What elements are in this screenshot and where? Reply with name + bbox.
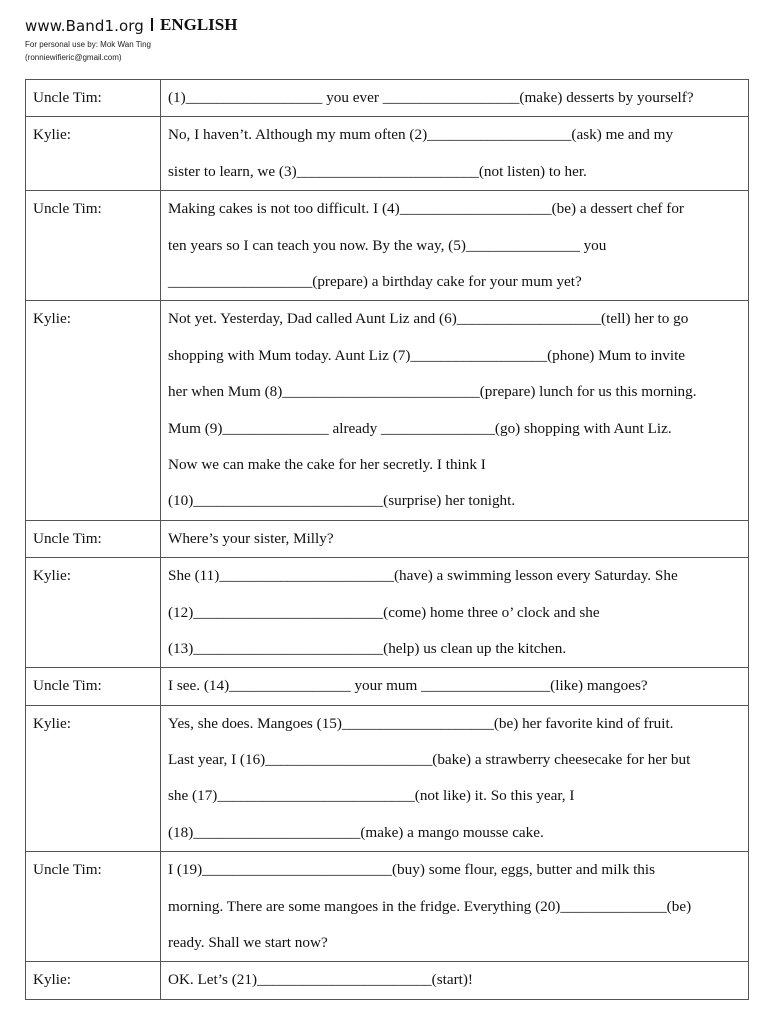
speech-line: sister to learn, we (3)________________________(not listen) to her.: [168, 162, 587, 180]
speaker-name: Uncle Tim:: [26, 191, 161, 301]
speech-line: ten years so I can teach you now. By the way, (5)_______________ you: [168, 236, 607, 254]
page-header: [0, 0, 768, 75]
speaker-name: Uncle Tim:: [26, 668, 161, 705]
speech-cell: [161, 558, 749, 668]
speech-cell: [161, 962, 749, 999]
speech-line: I (19)_________________________(buy) some flour, eggs, butter and milk this: [168, 861, 656, 879]
personal-use-notice: For personal use by: Mok Wan Ting: [25, 40, 151, 49]
dialogue-table: [25, 79, 749, 1000]
speech-line: Not yet. Yesterday, Dad called Aunt Liz and (6)___________________(tell) her to go: [168, 310, 689, 328]
speaker-name: Kylie:: [26, 117, 161, 191]
speech-line: morning. There are some mangoes in the fridge. Everything (20)______________(be): [168, 897, 692, 915]
speech-cell: [161, 520, 749, 557]
speech-line: (13)_________________________(help) us clean up the kitchen.: [168, 639, 567, 657]
speech-line: OK. Let’s (21)_______________________(start)!: [168, 971, 473, 989]
speaker-name: Uncle Tim:: [26, 80, 161, 117]
speech-cell: [161, 301, 749, 520]
speech-line: She (11)_______________________(have) a swimming lesson every Saturday. She: [168, 567, 678, 585]
speaker-name: Uncle Tim:: [26, 852, 161, 962]
speech-cell: [161, 668, 749, 705]
speaker-name: Kylie:: [26, 301, 161, 520]
dialogue-row: [26, 705, 749, 852]
dialogue-row: [26, 668, 749, 705]
speaker-name: Kylie:: [26, 558, 161, 668]
speech-line: Now we can make the cake for her secretly. I think I: [168, 455, 486, 473]
dialogue-row: [26, 80, 749, 117]
dialogue-row: [26, 520, 749, 557]
speech-cell: [161, 852, 749, 962]
speaker-name: Kylie:: [26, 705, 161, 852]
speech-line: (1)__________________ you ever __________________(make) desserts by yourself?: [168, 89, 694, 106]
user-email: (ronniewifieric@gmail.com): [25, 53, 122, 62]
speech-line: I see. (14)________________ your mum _________________(like) mangoes?: [168, 677, 648, 695]
dialogue-row: [26, 558, 749, 668]
dialogue-row: [26, 852, 749, 962]
speech-line: ___________________(prepare) a birthday cake for your mum yet?: [168, 272, 582, 290]
header-mark: [151, 18, 153, 31]
speech-cell: [161, 80, 749, 117]
speech-line: Where’s your sister, Milly?: [168, 529, 334, 547]
site-name: www.Band1.org: [25, 17, 144, 35]
dialogue-row: [26, 191, 749, 301]
speech-line: (10)_________________________(surprise) her tonight.: [168, 492, 516, 510]
speech-line: No, I haven’t. Although my mum often (2)___________________(ask) me and my: [168, 126, 674, 144]
dialogue-row: [26, 301, 749, 520]
speech-cell: [161, 117, 749, 191]
speaker-name: Kylie:: [26, 962, 161, 999]
speech-line: shopping with Mum today. Aunt Liz (7)__________________(phone) Mum to invite: [168, 346, 686, 364]
speech-cell: [161, 191, 749, 301]
speech-line: Last year, I (16)______________________(bake) a strawberry cheesecake for her but: [168, 751, 691, 769]
speech-cell: [161, 705, 749, 852]
speech-line: (12)_________________________(come) home three o’ clock and she: [168, 603, 600, 621]
speech-line: (18)______________________(make) a mango mousse cake.: [168, 823, 544, 841]
dialogue-row: [26, 962, 749, 999]
speaker-name: Uncle Tim:: [26, 520, 161, 557]
speech-line: ready. Shall we start now?: [168, 934, 328, 952]
dialogue-row: [26, 117, 749, 191]
speech-line: Yes, she does. Mangoes (15)____________________(be) her favorite kind of fruit.: [168, 714, 674, 732]
speech-line: Mum (9)______________ already _______________(go) shopping with Aunt Liz.: [168, 419, 672, 437]
speech-line: Making cakes is not too difficult. I (4)____________________(be) a dessert chef for: [168, 200, 684, 218]
speech-line: her when Mum (8)__________________________(prepare) lunch for us this morning.: [168, 383, 697, 401]
speech-line: she (17)__________________________(not like) it. So this year, I: [168, 787, 575, 805]
subject-title: ENGLISH: [160, 15, 238, 34]
